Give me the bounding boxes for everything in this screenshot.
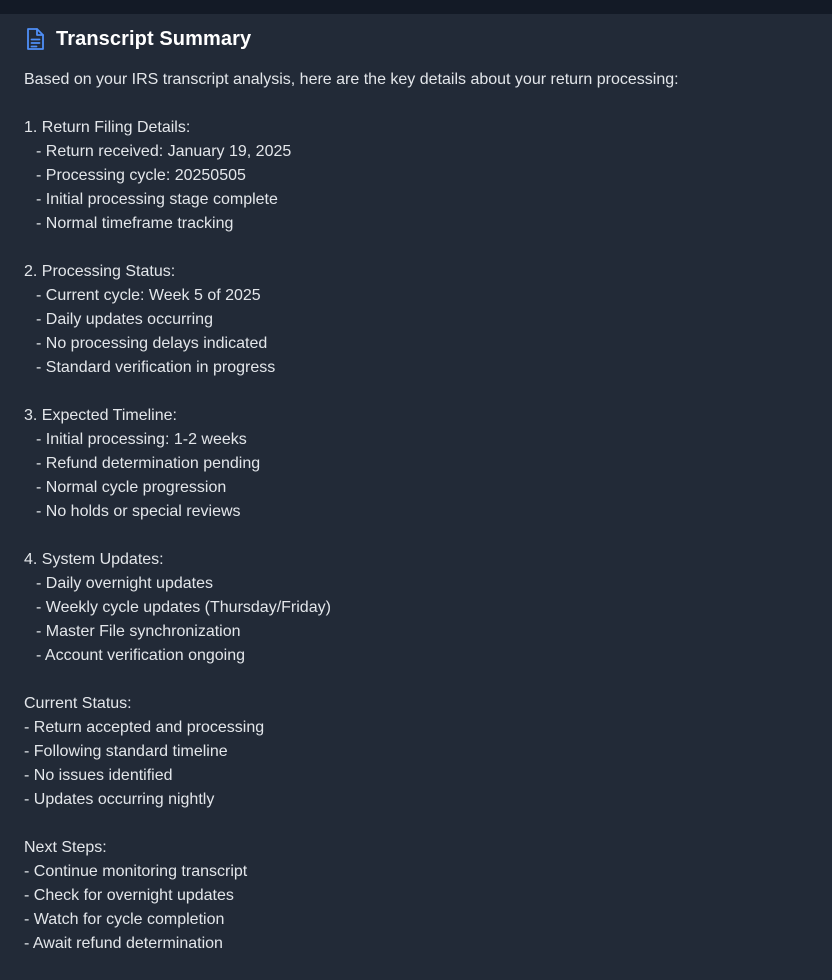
section-expected-timeline [24,404,814,524]
list-item: - Account verification ongoing [36,647,246,664]
document-icon [24,27,46,51]
list-item: - Continue monitoring transcript [24,863,248,880]
list-item: - Daily overnight updates [36,575,213,592]
list-item: - Watch for cycle completion [24,911,225,928]
section-heading: 1. Return Filing Details: [24,119,191,136]
section-heading: Current Status: [24,695,132,712]
section-return-filing-details [24,116,814,236]
section-heading: 2. Processing Status: [24,263,176,280]
section-system-updates [24,548,814,668]
list-item: - Normal timeframe tracking [36,215,234,232]
list-item: - No issues identified [24,767,173,784]
list-item: - Await refund determination [24,935,223,952]
list-item: - Initial processing stage complete [36,191,278,208]
list-item: - Weekly cycle updates (Thursday/Friday) [36,599,331,616]
section-next-steps [24,836,814,956]
section-current-status [24,692,814,812]
intro-text: Based on your IRS transcript analysis, here are the key details about your return processing: [24,71,679,88]
panel-header [24,26,251,52]
top-bar [0,0,832,14]
list-item: - Daily updates occurring [36,311,213,328]
section-processing-status [24,260,814,380]
list-item: - Initial processing: 1-2 weeks [36,431,247,448]
list-item: - Return received: January 19, 2025 [36,143,292,160]
list-item: - Current cycle: Week 5 of 2025 [36,287,261,304]
list-item: - Processing cycle: 20250505 [36,167,246,184]
section-heading: 3. Expected Timeline: [24,407,177,424]
list-item: - Updates occurring nightly [24,791,215,808]
summary-content [24,68,814,956]
list-item: - Master File synchronization [36,623,241,640]
section-heading: Next Steps: [24,839,107,856]
list-item: - No processing delays indicated [36,335,268,352]
list-item: - No holds or special reviews [36,503,241,520]
section-heading: 4. System Updates: [24,551,164,568]
list-item: - Following standard timeline [24,743,228,760]
list-item: - Return accepted and processing [24,719,265,736]
list-item: - Normal cycle progression [36,479,227,496]
list-item: - Refund determination pending [36,455,261,472]
transcript-summary-panel [0,14,832,980]
list-item: - Check for overnight updates [24,887,234,904]
page-title: Transcript Summary [56,27,252,50]
list-item: - Standard verification in progress [36,359,276,376]
